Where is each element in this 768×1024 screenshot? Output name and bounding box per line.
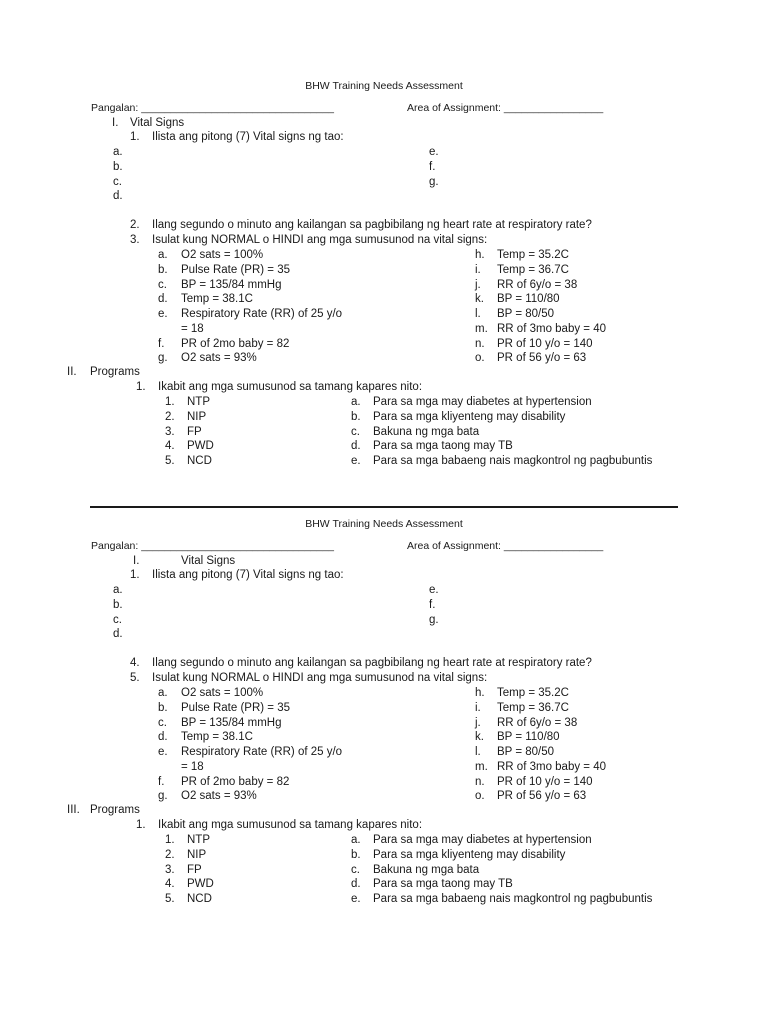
vital-item-text: RR of 6y/o = 38 [497, 278, 578, 291]
vital-item-letter: h. [475, 687, 485, 699]
answer-blank-label: c. [113, 613, 122, 626]
match-description: Para sa mga taong may TB [373, 878, 513, 891]
vital-item-letter: o. [475, 352, 485, 365]
question-text: Ikabit ang mga sumusunod sa tamang kapares nito: [158, 819, 423, 831]
match-letter: d. [351, 878, 361, 891]
answer-blank-label: c. [113, 175, 122, 188]
vital-item-text: BP = 135/84 mmHg [181, 716, 282, 729]
area-field-label: Area of Assignment: _________________ [407, 102, 604, 114]
vital-item-text: O2 sats = 100% [181, 249, 264, 261]
match-letter: e. [351, 455, 361, 467]
vital-item-text: BP = 80/50 [497, 308, 555, 320]
answer-blank-label: f. [429, 598, 436, 611]
vital-item-text: O2 sats = 93% [181, 352, 257, 365]
vital-item-text: PR of 56 y/o = 63 [497, 352, 587, 365]
vital-item-text: Temp = 35.2C [497, 687, 569, 699]
program-number: 4. [165, 878, 175, 891]
question-number: 4. [130, 657, 140, 669]
program-number: 2. [165, 848, 175, 861]
section-heading: Programs [90, 366, 140, 378]
program-name: NCD [187, 455, 212, 467]
answer-blank-label: b. [113, 160, 123, 173]
program-name: NTP [187, 396, 210, 408]
section-numeral: II. [67, 366, 77, 378]
vital-item-text: BP = 110/80 [497, 731, 560, 744]
vital-item-text: Respiratory Rate (RR) of 25 y/o [181, 308, 343, 320]
name-field-label: Pangalan: _________________________________ [91, 102, 334, 114]
section-heading: Vital Signs [130, 117, 185, 129]
program-name: NCD [187, 893, 212, 905]
question-number: 2. [130, 219, 140, 231]
form-title: BHW Training Needs Assessment [305, 80, 463, 92]
answer-blank-label: d. [113, 628, 123, 641]
vital-item-letter: i. [475, 701, 481, 714]
vital-item-text: RR of 3mo baby = 40 [497, 760, 606, 773]
question-text: Ilang segundo o minuto ang kailangan sa pagbibilang ng heart rate at respiratory rate? [152, 219, 592, 231]
match-description: Para sa mga babaeng nais magkontrol ng pagbubuntis [373, 455, 653, 467]
match-letter: c. [351, 863, 360, 876]
vital-item-letter: f. [158, 337, 165, 350]
answer-blank-label: f. [429, 160, 436, 173]
vital-item-letter: c. [158, 278, 167, 291]
match-description: Para sa mga kliyenteng may disability [373, 410, 566, 423]
vital-item-text: Temp = 36.7C [497, 263, 569, 276]
vital-item-text: RR of 6y/o = 38 [497, 716, 578, 729]
vital-item-text: BP = 80/50 [497, 746, 555, 758]
vital-item-text: BP = 135/84 mmHg [181, 278, 282, 291]
question-text: Ilista ang pitong (7) Vital signs ng tao: [152, 569, 344, 581]
vital-item-letter: b. [158, 701, 168, 714]
vital-item-letter: o. [475, 790, 485, 803]
vital-item-text: PR of 10 y/o = 140 [497, 775, 593, 788]
vital-item-letter: n. [475, 775, 485, 788]
vital-item-letter: c. [158, 716, 167, 729]
vital-item-letter: l. [475, 308, 481, 320]
match-letter: a. [351, 396, 361, 408]
area-field-label: Area of Assignment: _________________ [407, 540, 604, 552]
question-number: 5. [130, 672, 140, 684]
match-description: Bakuna ng mga bata [373, 863, 480, 876]
match-letter: b. [351, 410, 361, 423]
program-name: NTP [187, 834, 210, 846]
vital-item-text: Temp = 35.2C [497, 249, 569, 261]
question-text: Isulat kung NORMAL o HINDI ang mga sumusunod na vital signs: [152, 234, 488, 246]
vital-item-letter: d. [158, 293, 168, 306]
program-name: PWD [187, 440, 214, 453]
vital-item-letter: j. [475, 278, 481, 291]
program-number: 2. [165, 410, 175, 423]
vital-item-letter: g. [158, 352, 168, 365]
question-number: 1. [130, 569, 140, 581]
program-number: 5. [165, 455, 175, 467]
vital-item-letter: g. [158, 790, 168, 803]
vital-item-text: Temp = 36.7C [497, 701, 569, 714]
program-name: NIP [187, 848, 207, 861]
program-number: 1. [165, 834, 175, 846]
answer-blank-label: g. [429, 613, 439, 626]
form-title: BHW Training Needs Assessment [305, 518, 463, 530]
program-number: 3. [165, 863, 175, 876]
vital-item-text: RR of 3mo baby = 40 [497, 322, 606, 335]
question-number: 1. [130, 131, 140, 143]
program-name: NIP [187, 410, 207, 423]
vital-item-letter: f. [158, 775, 165, 788]
program-number: 3. [165, 425, 175, 438]
section-heading: Programs [90, 804, 140, 816]
vital-item-text: = 18 [181, 760, 204, 773]
vital-item-letter: h. [475, 249, 485, 261]
vital-item-letter: d. [158, 731, 168, 744]
answer-blank-label: a. [113, 146, 123, 158]
program-name: FP [187, 425, 202, 438]
program-number: 5. [165, 893, 175, 905]
answer-blank-label: e. [429, 584, 439, 596]
question-number: 1. [136, 381, 146, 393]
match-description: Para sa mga kliyenteng may disability [373, 848, 566, 861]
vital-item-text: PR of 56 y/o = 63 [497, 790, 587, 803]
match-description: Para sa mga may diabetes at hypertension [373, 396, 592, 408]
question-text: Isulat kung NORMAL o HINDI ang mga sumusunod na vital signs: [152, 672, 488, 684]
vital-item-letter: e. [158, 308, 168, 320]
match-description: Para sa mga may diabetes at hypertension [373, 834, 592, 846]
vital-item-text: PR of 2mo baby = 82 [181, 775, 290, 788]
question-number: 3. [130, 234, 140, 246]
answer-blank-label: g. [429, 175, 439, 188]
question-text: Ikabit ang mga sumusunod sa tamang kapares nito: [158, 381, 423, 393]
vital-item-letter: k. [475, 293, 484, 306]
program-name: PWD [187, 878, 214, 891]
vital-item-text: Temp = 38.1C [181, 293, 253, 306]
vital-item-text: Temp = 38.1C [181, 731, 253, 744]
section-numeral: I. [112, 117, 119, 129]
vital-item-letter: i. [475, 263, 481, 276]
name-field-label: Pangalan: _________________________________ [91, 540, 334, 552]
vital-item-letter: e. [158, 746, 168, 758]
vital-item-text: BP = 110/80 [497, 293, 560, 306]
vital-item-letter: a. [158, 687, 168, 699]
section-heading: Vital Signs [181, 555, 236, 567]
question-text: Ilista ang pitong (7) Vital signs ng tao: [152, 131, 344, 143]
vital-item-letter: b. [158, 263, 168, 276]
program-number: 4. [165, 440, 175, 453]
vital-item-letter: n. [475, 337, 485, 350]
section-numeral: I. [133, 555, 140, 567]
vital-item-letter: a. [158, 249, 168, 261]
answer-blank-label: e. [429, 146, 439, 158]
vital-item-text: Respiratory Rate (RR) of 25 y/o [181, 746, 343, 758]
vital-item-text: O2 sats = 93% [181, 790, 257, 803]
vital-item-letter: m. [475, 760, 488, 773]
vital-item-text: PR of 10 y/o = 140 [497, 337, 593, 350]
vital-item-text: Pulse Rate (PR) = 35 [181, 701, 290, 714]
vital-item-text: PR of 2mo baby = 82 [181, 337, 290, 350]
cut-line-divider [90, 506, 678, 508]
match-description: Bakuna ng mga bata [373, 425, 480, 438]
match-letter: b. [351, 848, 361, 861]
question-text: Ilang segundo o minuto ang kailangan sa pagbibilang ng heart rate at respiratory rate? [152, 657, 592, 669]
program-number: 1. [165, 396, 175, 408]
match-letter: a. [351, 834, 361, 846]
answer-blank-label: a. [113, 584, 123, 596]
question-number: 1. [136, 819, 146, 831]
vital-item-text: = 18 [181, 322, 204, 335]
answer-blank-label: d. [113, 190, 123, 203]
vital-item-text: O2 sats = 100% [181, 687, 264, 699]
match-description: Para sa mga babaeng nais magkontrol ng pagbubuntis [373, 893, 653, 905]
vital-item-letter: m. [475, 322, 488, 335]
match-description: Para sa mga taong may TB [373, 440, 513, 453]
program-name: FP [187, 863, 202, 876]
section-numeral: III. [67, 804, 80, 816]
vital-item-letter: j. [475, 716, 481, 729]
vital-item-letter: l. [475, 746, 481, 758]
match-letter: c. [351, 425, 360, 438]
answer-blank-label: b. [113, 598, 123, 611]
match-letter: e. [351, 893, 361, 905]
vital-item-letter: k. [475, 731, 484, 744]
match-letter: d. [351, 440, 361, 453]
vital-item-text: Pulse Rate (PR) = 35 [181, 263, 290, 276]
